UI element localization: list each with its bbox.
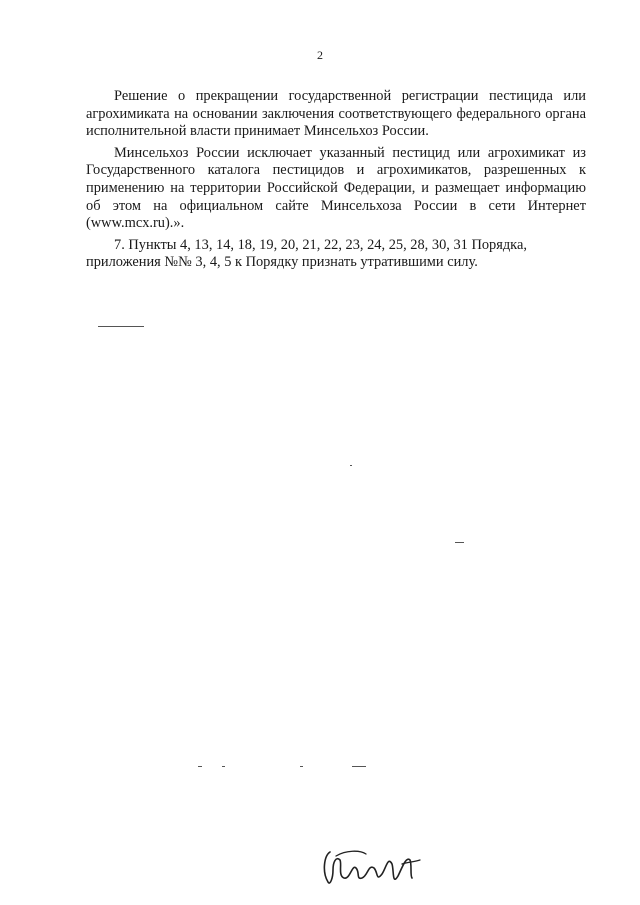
- page-number: 2: [317, 48, 323, 62]
- scan-mark: [198, 766, 202, 767]
- scan-mark: [98, 326, 144, 327]
- scan-mark: [455, 542, 464, 543]
- document-body: [86, 88, 586, 276]
- scan-mark: [352, 766, 366, 767]
- scan-mark: [350, 465, 352, 466]
- handwritten-signature: [316, 842, 426, 892]
- paragraph-item-7-text: 7. Пункты 4, 13, 14, 18, 19, 20, 21, 22, 23, 24, 25, 28, 30, 31 Порядка, приложения №№ 3, 4, 5 к Порядку признать утратившими силу.: [86, 236, 527, 271]
- paragraph-registration-termination: Решение о прекращении государственной регистрации пестицида или агрохимиката на основании заключения соответствующего федерального органа исполнительной власти принимает Минсельхоз России.: [86, 88, 586, 140]
- paragraph-item-7: [86, 237, 586, 272]
- paragraph-catalog-exclusion: Минсельхоз России исключает указанный пестицид или агрохимикат из Государственного каталога пестицидов и агрохимикатов, разрешенных к применению на территории Российской Федерации, и размещает информацию об этом на официальном сайте Минсельхоза России в сети Интернет (www.mcx.ru).».: [86, 144, 586, 232]
- scan-mark: [222, 766, 225, 767]
- scan-mark: [300, 766, 303, 767]
